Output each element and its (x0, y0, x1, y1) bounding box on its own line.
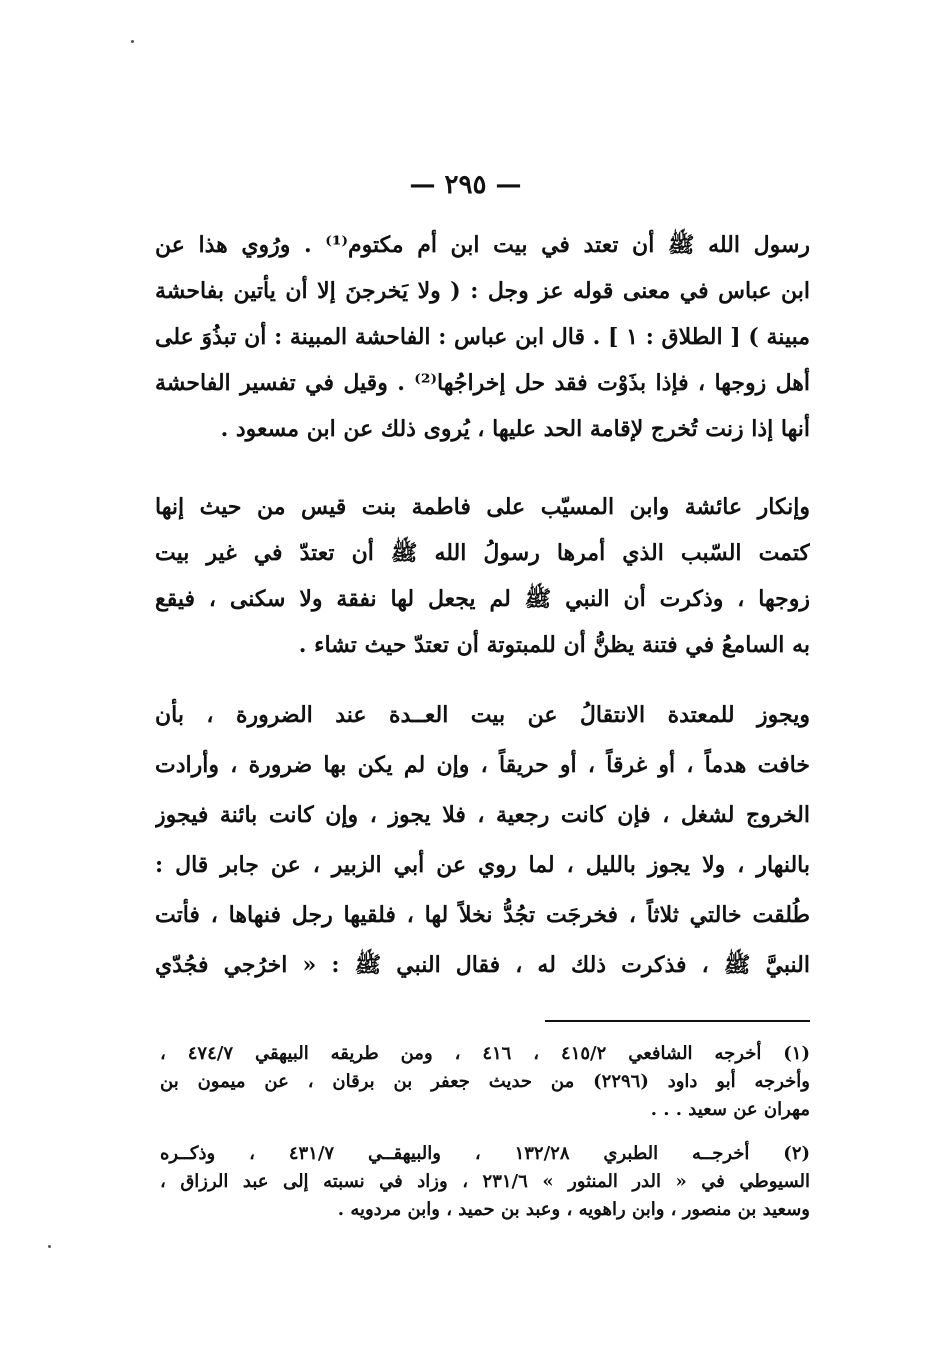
scan-speck (131, 40, 134, 43)
footnote-line: السيوطي في « الدر المنثور » ٢٣١/٦ ، وزاد في نسبته إلى عبد الرزاق ، (160, 1171, 810, 1192)
footnote-line: مهران عن سعيد . . . (650, 1099, 810, 1120)
text-line: به السامعُ في فتنة يظنُّ أن للمبتوتة أن تعتدّ حيث تشاء . (298, 632, 810, 658)
footnote-line: (١) أخرجه الشافعي ٤١٥/٢ ، ٤١٦ ، ومن طريقه البيهقي ٤٧٤/٧ ، (160, 1043, 810, 1064)
page-number: — ٢٩٥ — (409, 170, 522, 200)
footnote-2 (160, 1140, 810, 1224)
text-line: ويجوز للمعتدة الانتقالُ عن بيت العــدة عند الضرورة ، بأن (155, 702, 810, 728)
paragraph-1 (155, 222, 810, 452)
text-line: طُلقت خالتي ثلاثاً ، فخرجَت تجُدُّ نخلاً لها ، فلقيها رجل فنهاها ، فأتت (155, 902, 810, 928)
footnote-1 (160, 1040, 810, 1124)
text-line: خافت هدماً ، أو غرقاً ، أو حريقاً ، وإن لم يكن بها ضرورة ، وأرادت (155, 752, 810, 778)
text-line: زوجها ، وذكرت أن النبي ﷺ لم يجعل لها نفقة ولا سكنى ، فيقع (155, 586, 810, 612)
footnote-line: وأخرجه أبو داود (٢٢٩٦) من حديث جعفر بن برقان ، عن ميمون بن (160, 1071, 810, 1092)
text-line: الخروج لشغل ، فإن كانت رجعية ، فلا يجوز ، وإن كانت بائنة فيجوز (155, 802, 810, 828)
text-line: بالنهار ، ولا يجوز بالليل ، لما روي عن أبي الزبير ، عن جابر قال : (155, 852, 810, 878)
text-line: رسول الله ﷺ أن تعتد في بيت ابن أم مكتوم⁽¹⁾ . ورُوي هذا عن (155, 232, 810, 258)
text-line: أهل زوجها ، فإذا بذَوْت فقد حل إخراجُها⁽²⁾ . وقيل في تفسير الفاحشة (155, 370, 810, 396)
text-line: كتمت السّبب الذي أمرها رسولُ الله ﷺ أن تعتدّ في غير بيت (155, 540, 810, 566)
paragraph-2 (155, 484, 810, 668)
scan-speck (48, 1245, 51, 1248)
text-line: أنها إذا زنت تُخرج لإقامة الحد عليها ، يُروى ذلك عن ابن مسعود . (220, 416, 810, 442)
text-line: النبيَّ ﷺ ، فذكرت ذلك له ، فقال النبي ﷺ : « اخرُجي فجُدّي (155, 952, 810, 978)
footnote-line: (٢) أخرجــه الطبري ١٣٢/٢٨ ، والبيهقــي ٤٣١/٧ ، وذكــره (160, 1143, 810, 1164)
paragraph-3 (155, 690, 810, 990)
text-line: ابن عباس في معنى قوله عز وجل : ( ولا يَخرجنَ إلا أن يأتين بفاحشة (155, 278, 810, 304)
text-line: مبينة ) [ الطلاق : ١ ] . قال ابن عباس : الفاحشة المبينة : أن تبذُوَ على (155, 324, 810, 350)
text-line: وإنكار عائشة وابن المسيّب على فاطمة بنت قيس من حيث إنها (155, 494, 810, 520)
footnote-line: وسعيد بن منصور ، وابن راهويه ، وعبد بن حميد ، وابن مردويه . (337, 1199, 810, 1220)
footnote-divider (545, 1020, 810, 1022)
